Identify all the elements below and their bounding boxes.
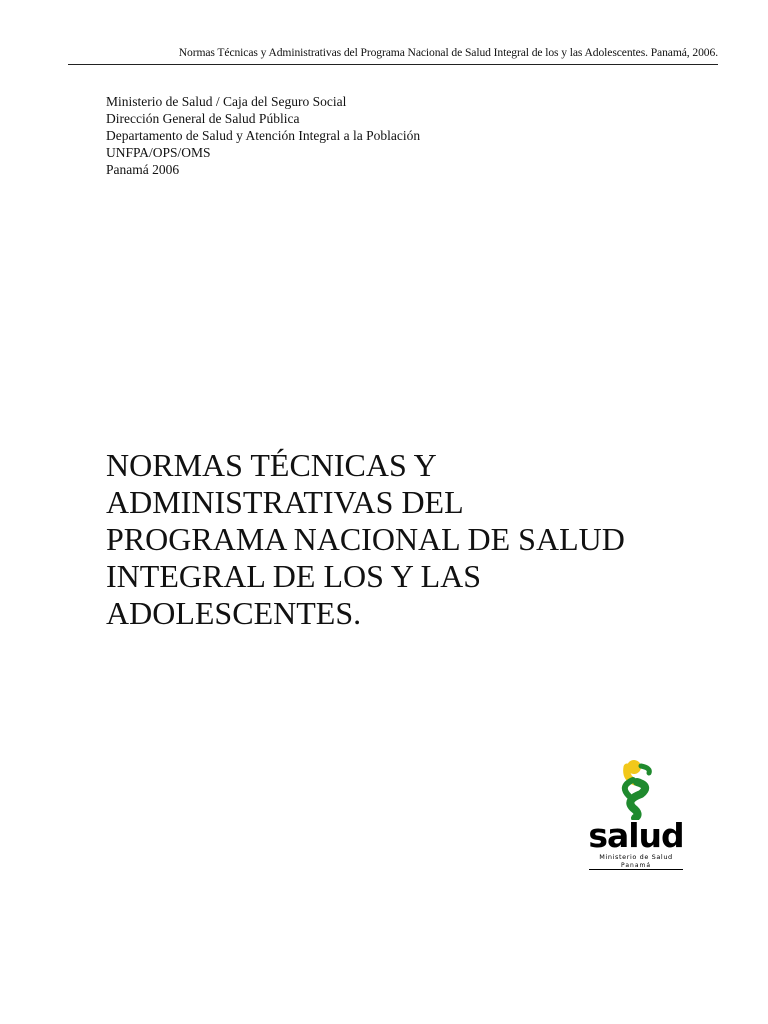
logo-rule [589, 869, 683, 870]
institutions-block [106, 93, 420, 178]
logo-place: Panamá [620, 862, 652, 869]
institution-line: UNFPA/OPS/OMS [106, 145, 211, 160]
running-header-text: Normas Técnicas y Administrativas del Programa Nacional de Salud Integral de los y las Adolescentes. Panamá, 2006. [178, 46, 718, 59]
logo-word: salud [588, 816, 684, 855]
publication-place-year: Panamá 2006 [106, 162, 180, 177]
institution-line: Departamento de Salud y Atención Integral a la Población [106, 128, 421, 143]
logo-subtitle: Ministerio de Salud [599, 853, 673, 861]
running-header [68, 44, 718, 65]
title-line: NORMAS TÉCNICAS Y [106, 447, 437, 483]
title-line: ADOLESCENTES. [106, 595, 362, 631]
document-title [106, 447, 706, 632]
title-line: ADMINISTRATIVAS DEL [106, 484, 464, 520]
serpent-icon [585, 758, 687, 820]
ministerio-salud-logo [585, 758, 687, 876]
title-line: PROGRAMA NACIONAL DE SALUD [106, 521, 625, 557]
title-line: INTEGRAL DE LOS Y LAS [106, 558, 482, 594]
institution-line: Dirección General de Salud Pública [106, 111, 300, 126]
institution-line: Ministerio de Salud / Caja del Seguro Social [106, 94, 347, 109]
